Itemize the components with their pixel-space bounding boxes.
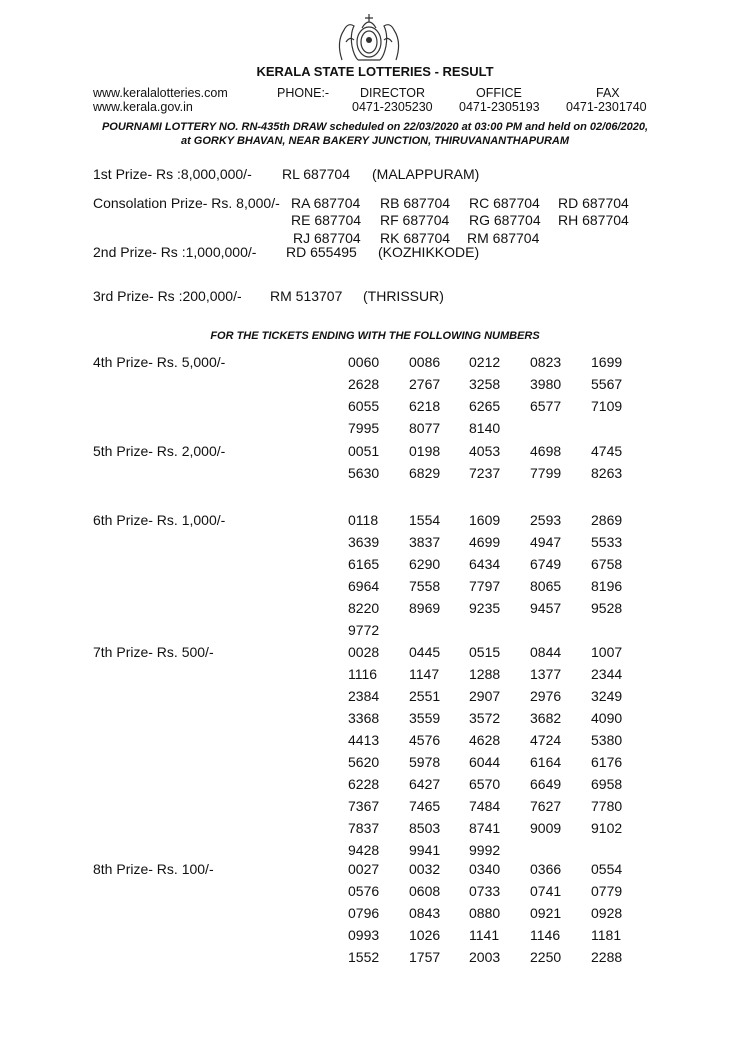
office-label: OFFICE [476, 86, 522, 100]
winning-number: 9941 [409, 842, 441, 858]
winning-number: 5978 [409, 754, 441, 770]
consolation-ticket: RA 687704 [291, 195, 361, 211]
winning-number: 1609 [469, 512, 501, 528]
winning-number: 6176 [591, 754, 623, 770]
winning-number: 1288 [469, 666, 501, 682]
winning-number: 0880 [469, 905, 501, 921]
winning-number: 3572 [469, 710, 501, 726]
page-title: KERALA STATE LOTTERIES - RESULT [256, 64, 494, 79]
winning-number: 9428 [348, 842, 380, 858]
winning-number: 4413 [348, 732, 380, 748]
winning-number: 2384 [348, 688, 380, 704]
draw-info-line: POURNAMI LOTTERY NO. RN-435th DRAW scheduled on 22/03/2020 at 03:00 PM and held on 02/06/2020, [101, 121, 649, 133]
winning-number: 4724 [530, 732, 562, 748]
winning-number: 1181 [591, 927, 622, 943]
winning-number: 2003 [469, 949, 501, 965]
winning-number: 2976 [530, 688, 562, 704]
winning-number: 2250 [530, 949, 562, 965]
prize-label: 5th Prize- Rs. 2,000/- [93, 443, 226, 459]
winning-number: 7367 [348, 798, 380, 814]
winning-number: 0733 [469, 883, 501, 899]
winning-number: 0844 [530, 644, 562, 660]
winning-number: 4699 [469, 534, 501, 550]
winning-number: 8077 [409, 420, 441, 436]
winning-number: 8263 [591, 465, 623, 481]
winning-number: 0741 [530, 883, 562, 899]
winning-number: 7109 [591, 398, 623, 414]
director-label: DIRECTOR [360, 86, 426, 100]
winning-number: 2907 [469, 688, 501, 704]
winning-number: 1026 [409, 927, 441, 943]
winning-number: 6290 [409, 556, 441, 572]
winning-number: 1141 [469, 927, 500, 943]
winning-number: 3249 [591, 688, 623, 704]
winning-number: 7797 [469, 578, 501, 594]
winning-number: 6958 [591, 776, 623, 792]
winning-number: 7837 [348, 820, 380, 836]
winning-number: 0779 [591, 883, 623, 899]
winning-number: 0118 [348, 512, 379, 528]
winning-number: 3837 [409, 534, 441, 550]
third-prize-place: (THRISSUR) [363, 288, 444, 304]
winning-number: 5630 [348, 465, 380, 481]
winning-number: 6649 [530, 776, 562, 792]
director-number: 0471-2305230 [352, 100, 433, 114]
consolation-label: Consolation Prize- Rs. 8,000/- [93, 195, 280, 211]
winning-number: 6434 [469, 556, 501, 572]
winning-number: 2869 [591, 512, 623, 528]
winning-number: 4576 [409, 732, 441, 748]
winning-number: 6749 [530, 556, 562, 572]
winning-number: 3258 [469, 376, 501, 392]
prize-label: 7th Prize- Rs. 500/- [93, 644, 214, 660]
winning-number: 6164 [530, 754, 562, 770]
winning-number: 4698 [530, 443, 562, 459]
winning-number: 2593 [530, 512, 562, 528]
winning-number: 6570 [469, 776, 501, 792]
winning-number: 9772 [348, 622, 380, 638]
winning-number: 6577 [530, 398, 562, 414]
winning-number: 4053 [469, 443, 501, 459]
winning-number: 7995 [348, 420, 380, 436]
prize-label: 4th Prize- Rs. 5,000/- [93, 354, 226, 370]
prize-label: 6th Prize- Rs. 1,000/- [93, 512, 226, 528]
winning-number: 0340 [469, 861, 501, 877]
winning-number: 3639 [348, 534, 380, 550]
winning-number: 1377 [530, 666, 562, 682]
winning-number: 0212 [469, 354, 501, 370]
winning-number: 6218 [409, 398, 441, 414]
state-emblem-icon [332, 12, 406, 62]
winning-number: 0032 [409, 861, 441, 877]
winning-number: 3682 [530, 710, 562, 726]
winning-number: 1699 [591, 354, 623, 370]
website-link[interactable]: www.kerala.gov.in [93, 100, 193, 114]
winning-number: 4947 [530, 534, 562, 550]
winning-number: 9235 [469, 600, 501, 616]
winning-number: 0796 [348, 905, 380, 921]
winning-number: 8969 [409, 600, 441, 616]
office-number: 0471-2305193 [459, 100, 540, 114]
winning-number: 5380 [591, 732, 623, 748]
winning-number: 4628 [469, 732, 501, 748]
winning-number: 7237 [469, 465, 501, 481]
winning-number: 0554 [591, 861, 623, 877]
fax-number: 0471-2301740 [566, 100, 647, 114]
consolation-ticket: RK 687704 [380, 230, 451, 246]
winning-number: 3559 [409, 710, 441, 726]
winning-number: 6055 [348, 398, 380, 414]
consolation-ticket: RH 687704 [558, 212, 629, 228]
winning-number: 4090 [591, 710, 623, 726]
winning-number: 8196 [591, 578, 623, 594]
winning-number: 9009 [530, 820, 562, 836]
winning-number: 6427 [409, 776, 441, 792]
second-prize-label: 2nd Prize- Rs :1,000,000/- [93, 244, 257, 260]
winning-number: 8140 [469, 420, 501, 436]
winning-number: 6829 [409, 465, 441, 481]
winning-number: 0843 [409, 905, 441, 921]
winning-number: 0051 [348, 443, 380, 459]
winning-number: 6228 [348, 776, 380, 792]
winning-number: 0928 [591, 905, 623, 921]
winning-number: 0823 [530, 354, 562, 370]
winning-number: 9457 [530, 600, 562, 616]
winning-number: 1116 [348, 666, 378, 682]
website-link[interactable]: www.keralalotteries.com [93, 86, 228, 100]
fax-label: FAX [596, 86, 620, 100]
first-prize-place: (MALAPPURAM) [372, 166, 480, 182]
consolation-ticket: RC 687704 [469, 195, 540, 211]
consolation-ticket: RD 687704 [558, 195, 629, 211]
winning-number: 0445 [409, 644, 441, 660]
winning-number: 7484 [469, 798, 501, 814]
winning-number: 5533 [591, 534, 623, 550]
winning-number: 7799 [530, 465, 562, 481]
winning-number: 8065 [530, 578, 562, 594]
winning-number: 6265 [469, 398, 501, 414]
winning-number: 7465 [409, 798, 441, 814]
winning-number: 7558 [409, 578, 441, 594]
consolation-ticket: RM 687704 [467, 230, 540, 246]
draw-info-venue: at GORKY BHAVAN, NEAR BAKERY JUNCTION, THIRUVANANTHAPURAM [180, 135, 570, 147]
winning-number: 1146 [530, 927, 561, 943]
winning-number: 0198 [409, 443, 441, 459]
prize-label: 8th Prize- Rs. 100/- [93, 861, 214, 877]
winning-number: 0608 [409, 883, 441, 899]
second-prize-ticket: RD 655495 [286, 244, 357, 260]
winning-number: 8503 [409, 820, 441, 836]
winning-number: 2628 [348, 376, 380, 392]
winning-number: 0027 [348, 861, 380, 877]
first-prize-label: 1st Prize- Rs :8,000,000/- [93, 166, 252, 182]
winning-number: 6165 [348, 556, 380, 572]
winning-number: 0576 [348, 883, 380, 899]
winning-number: 0993 [348, 927, 380, 943]
consolation-ticket: RB 687704 [380, 195, 451, 211]
winning-number: 2344 [591, 666, 623, 682]
winning-number: 0028 [348, 644, 380, 660]
winning-number: 8220 [348, 600, 380, 616]
winning-number: 2288 [591, 949, 623, 965]
consolation-ticket: RG 687704 [469, 212, 541, 228]
winning-number: 1554 [409, 512, 441, 528]
first-prize-ticket: RL 687704 [282, 166, 350, 182]
winning-number: 6044 [469, 754, 501, 770]
winning-number: 0060 [348, 354, 380, 370]
winning-number: 4745 [591, 443, 623, 459]
third-prize-ticket: RM 513707 [270, 288, 343, 304]
winning-number: 0515 [469, 644, 501, 660]
winning-number: 3368 [348, 710, 380, 726]
third-prize-label: 3rd Prize- Rs :200,000/- [93, 288, 242, 304]
endings-heading: FOR THE TICKETS ENDING WITH THE FOLLOWING NUMBERS [210, 330, 540, 342]
winning-number: 1147 [409, 666, 440, 682]
winning-number: 2767 [409, 376, 441, 392]
winning-number: 1552 [348, 949, 380, 965]
winning-number: 9992 [469, 842, 501, 858]
winning-number: 7627 [530, 798, 562, 814]
phone-label: PHONE:- [277, 86, 330, 100]
consolation-ticket: RF 687704 [380, 212, 450, 228]
winning-number: 5620 [348, 754, 380, 770]
winning-number: 1007 [591, 644, 623, 660]
winning-number: 3980 [530, 376, 562, 392]
winning-number: 1757 [409, 949, 441, 965]
winning-number: 8741 [469, 820, 501, 836]
winning-number: 0921 [530, 905, 562, 921]
winning-number: 6758 [591, 556, 623, 572]
winning-number: 7780 [591, 798, 623, 814]
consolation-ticket: RJ 687704 [293, 230, 361, 246]
winning-number: 5567 [591, 376, 623, 392]
second-prize-place: (KOZHIKKODE) [378, 244, 480, 260]
winning-number: 0366 [530, 861, 562, 877]
winning-number: 9528 [591, 600, 623, 616]
winning-number: 0086 [409, 354, 441, 370]
winning-number: 9102 [591, 820, 623, 836]
winning-number: 2551 [409, 688, 441, 704]
consolation-ticket: RE 687704 [291, 212, 362, 228]
winning-number: 6964 [348, 578, 380, 594]
